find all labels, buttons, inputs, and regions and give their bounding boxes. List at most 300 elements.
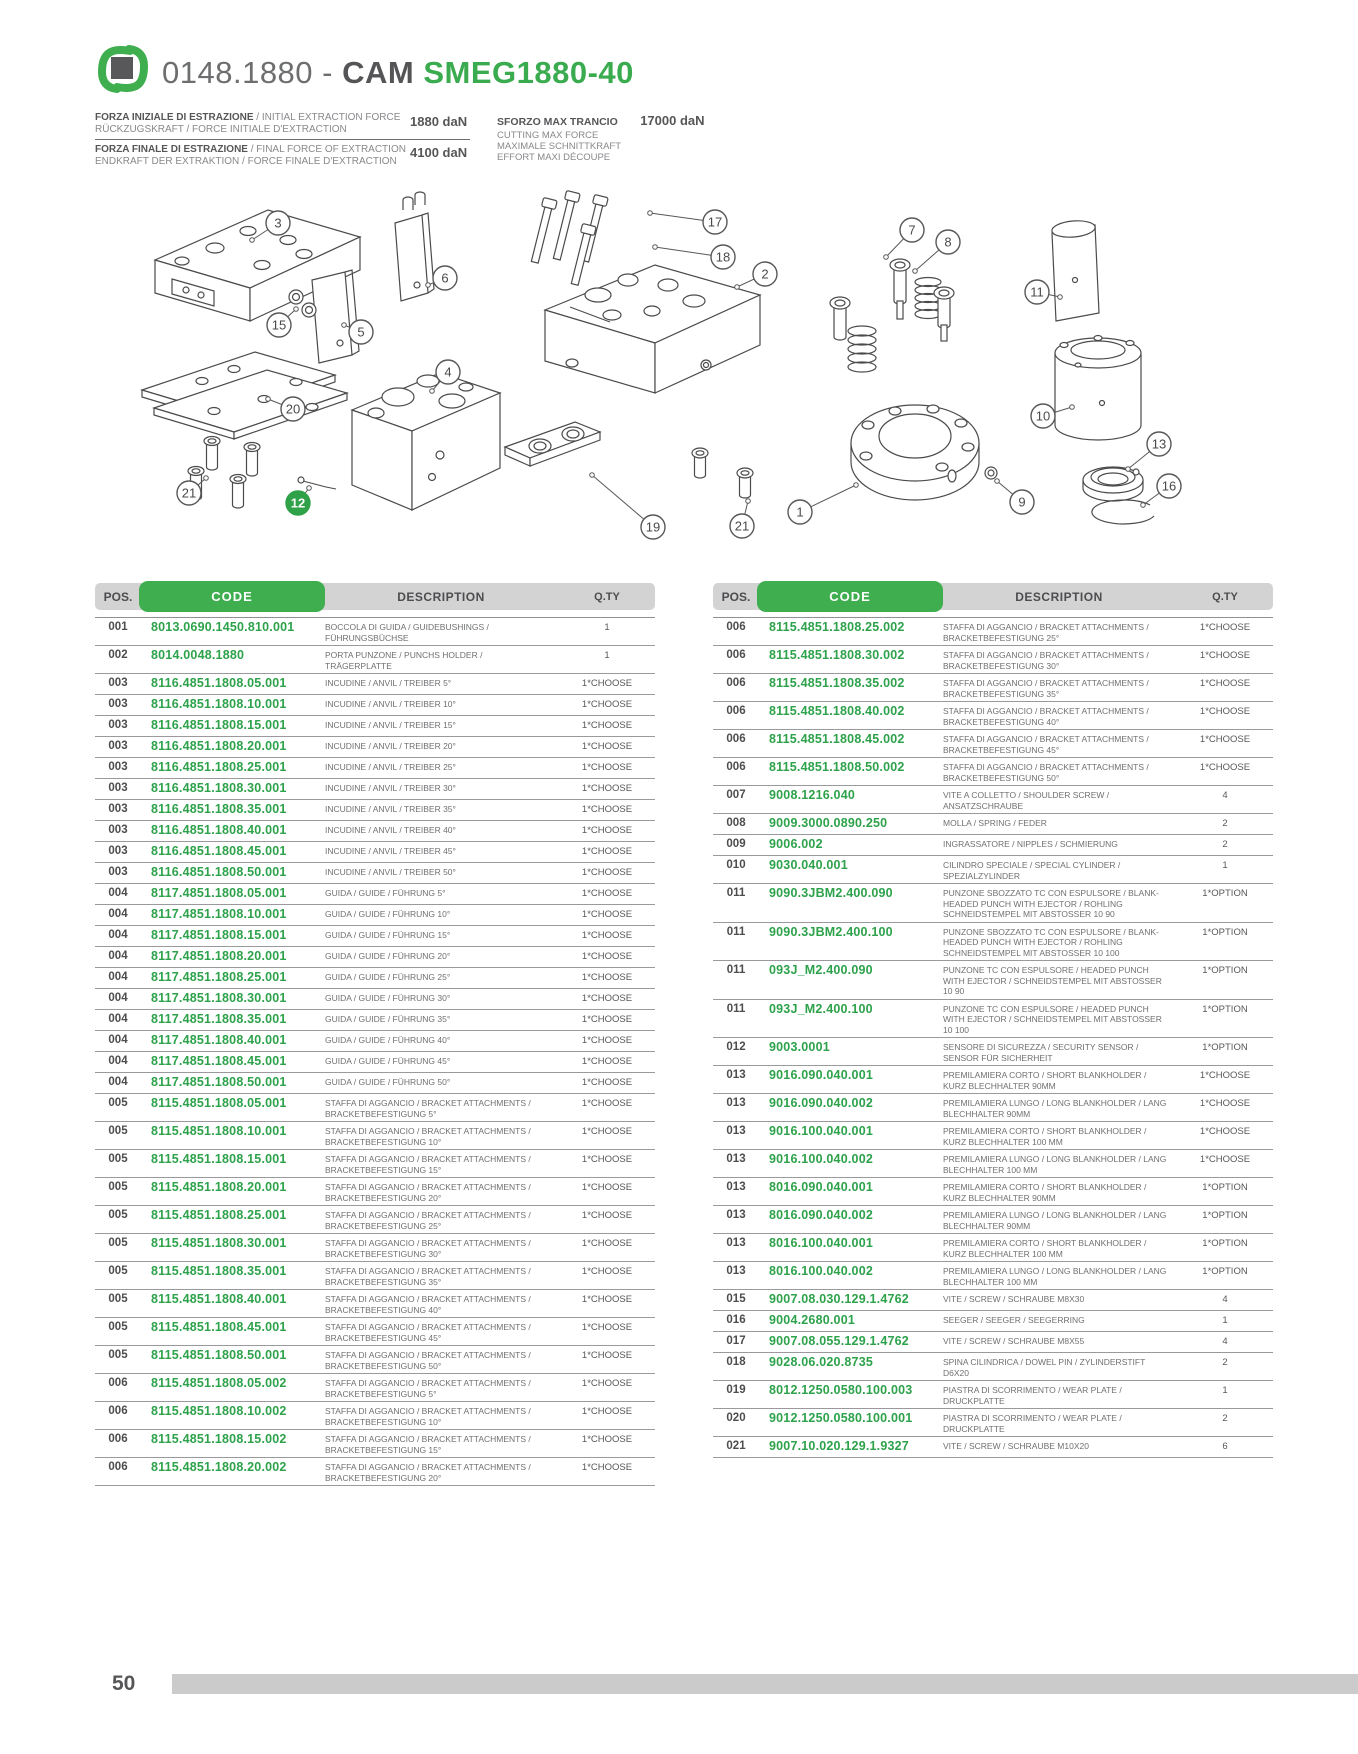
qty-cell: 1*CHOOSE [581, 762, 633, 773]
cutting-force-value: 17000 daN [640, 113, 705, 128]
table-row [95, 1402, 655, 1430]
desc-cell: INGRASSATORE / NIPPLES / SCHMIERUNG [943, 839, 1118, 849]
table-header [713, 583, 1273, 610]
pos-cell: 013 [726, 1125, 746, 1137]
pos-cell: 003 [108, 677, 128, 689]
qty-cell: 1*CHOOSE [1199, 1154, 1251, 1165]
qty-cell: 1*CHOOSE [581, 1014, 633, 1025]
code-cell: 8117.4851.1808.35.001 [151, 1012, 287, 1026]
pos-cell: 004 [108, 887, 128, 899]
pos-cell: 006 [108, 1405, 128, 1417]
table-row [713, 1311, 1273, 1332]
qty-cell: 2 [1222, 818, 1228, 829]
desc-cell: GUIDA / GUIDE / FÜHRUNG 10° [325, 909, 451, 919]
svg-text:13: 13 [1151, 436, 1167, 452]
callout-2 [735, 262, 777, 289]
qty-cell: 1*CHOOSE [1199, 762, 1251, 773]
desc-cell: PREMILAMIERA LUNGO / LONG BLANKHOLDER / LANG BLECHHALTER 100 MM [943, 1154, 1167, 1175]
code-cell: 8115.4851.1808.10.001 [151, 1124, 287, 1138]
desc-cell: INCUDINE / ANVIL / TREIBER 35° [325, 804, 456, 814]
code-cell: 8115.4851.1808.45.001 [151, 1320, 287, 1334]
pos-cell: 005 [108, 1209, 128, 1221]
svg-text:9: 9 [1018, 494, 1026, 510]
desc-cell: STAFFA DI AGGANCIO / BRACKET ATTACHMENTS / BRACKETBEFESTIGUNG 10° [325, 1126, 531, 1147]
qty-cell: 1*CHOOSE [581, 1294, 633, 1305]
table-row [95, 968, 655, 989]
table-row [713, 923, 1273, 962]
qty-cell: 1*CHOOSE [581, 1350, 633, 1361]
qty-cell: 1*CHOOSE [581, 951, 633, 962]
pos-cell: 010 [726, 859, 746, 871]
table-body [713, 617, 1273, 1458]
svg-text:5: 5 [357, 324, 365, 340]
pos-cell: 005 [108, 1097, 128, 1109]
desc-cell: GUIDA / GUIDE / FÜHRUNG 15° [325, 930, 451, 940]
table-row [95, 1430, 655, 1458]
table-row [95, 842, 655, 863]
qty-cell: 1*CHOOSE [1199, 1126, 1251, 1137]
product-family: CAM [342, 55, 424, 90]
code-cell: 9007.08.055.129.1.4762 [769, 1334, 909, 1348]
qty-cell: 1*CHOOSE [1199, 678, 1251, 689]
product-code: 0148.1880 [162, 55, 314, 90]
table-row [713, 674, 1273, 702]
table-row [95, 1290, 655, 1318]
pos-cell: 013 [726, 1265, 746, 1277]
table-row [713, 1178, 1273, 1206]
table-row [713, 1262, 1273, 1290]
code-cell: 8115.4851.1808.15.001 [151, 1152, 287, 1166]
table-row [95, 1374, 655, 1402]
table-row [95, 779, 655, 800]
qty-cell: 1*CHOOSE [581, 1126, 633, 1137]
desc-cell: PREMILAMIERA CORTO / SHORT BLANKHOLDER / KURZ BLECHHALTER 90MM [943, 1182, 1147, 1203]
code-cell: 8115.4851.1808.15.002 [151, 1432, 287, 1446]
pos-cell: 003 [108, 824, 128, 836]
code-cell: 9012.1250.0580.100.001 [769, 1411, 913, 1425]
table-row [95, 646, 655, 674]
table-row [713, 1437, 1273, 1458]
column-header-pos: POS. [103, 589, 133, 604]
qty-cell: 1*CHOOSE [581, 1035, 633, 1046]
table-header [95, 583, 655, 610]
code-cell: 8115.4851.1808.25.002 [769, 620, 905, 634]
pos-cell: 011 [726, 887, 746, 899]
table-row [95, 926, 655, 947]
desc-cell: GUIDA / GUIDE / FÜHRUNG 40° [325, 1035, 451, 1045]
pos-cell: 018 [726, 1356, 746, 1368]
code-cell: 093J_M2.400.100 [769, 1001, 873, 1016]
pos-cell: 017 [726, 1335, 746, 1347]
pos-cell: 005 [108, 1349, 128, 1361]
qty-cell: 1*CHOOSE [581, 825, 633, 836]
table-row [95, 905, 655, 926]
desc-cell: STAFFA DI AGGANCIO / BRACKET ATTACHMENTS / BRACKETBEFESTIGUNG 25° [325, 1210, 531, 1231]
table-row [713, 1381, 1273, 1409]
table-row [713, 1150, 1273, 1178]
pos-cell: 002 [108, 649, 128, 661]
spec-divider [95, 139, 470, 140]
table-row [95, 1318, 655, 1346]
desc-cell: STAFFA DI AGGANCIO / BRACKET ATTACHMENTS / BRACKETBEFESTIGUNG 30° [325, 1238, 531, 1259]
qty-cell: 1*OPTION [1202, 1042, 1248, 1053]
qty-cell: 1*CHOOSE [581, 888, 633, 899]
desc-cell: STAFFA DI AGGANCIO / BRACKET ATTACHMENTS / BRACKETBEFESTIGUNG 5° [325, 1098, 531, 1119]
desc-cell: GUIDA / GUIDE / FÜHRUNG 30° [325, 993, 451, 1003]
initial-force-value: 1880 daN [410, 114, 468, 129]
svg-text:10: 10 [1035, 408, 1051, 424]
pos-cell: 003 [108, 866, 128, 878]
code-cell: 8115.4851.1808.45.002 [769, 732, 905, 746]
qty-cell: 2 [1222, 839, 1228, 850]
code-cell: 8016.090.040.001 [769, 1180, 873, 1194]
pos-cell: 005 [108, 1293, 128, 1305]
svg-text:12: 12 [290, 495, 306, 511]
pos-cell: 003 [108, 803, 128, 815]
table-row [713, 1332, 1273, 1353]
desc-cell: INCUDINE / ANVIL / TREIBER 25° [325, 762, 456, 772]
spec-label-alt: ENDKRAFT DER EXTRAKTION / FORCE FINALE D'EXTRACTION [95, 156, 397, 167]
code-cell: 8115.4851.1808.20.002 [151, 1460, 287, 1474]
parts-table-left [95, 583, 655, 1486]
spec-label: SFORZO MAX TRANCIO [497, 116, 618, 128]
code-cell: 8116.4851.1808.35.001 [151, 802, 287, 816]
table-row [95, 1010, 655, 1031]
qty-cell: 1*CHOOSE [581, 1154, 633, 1165]
qty-cell: 1 [1222, 860, 1228, 871]
callout-13 [1126, 432, 1171, 471]
table-row [95, 884, 655, 905]
product-model: SMEG1880-40 [423, 55, 634, 90]
qty-cell: 1*OPTION [1202, 1238, 1248, 1249]
table-row [95, 1206, 655, 1234]
desc-cell: STAFFA DI AGGANCIO / BRACKET ATTACHMENTS / BRACKETBEFESTIGUNG 20° [325, 1182, 531, 1203]
code-cell: 8117.4851.1808.20.001 [151, 949, 287, 963]
qty-cell: 1*CHOOSE [581, 1266, 633, 1277]
desc-cell: PORTA PUNZONE / PUNCHS HOLDER / TRÄGERPLATTE [325, 650, 483, 671]
parts-table-right [713, 583, 1273, 1458]
pos-cell: 013 [726, 1097, 746, 1109]
code-cell: 8115.4851.1808.10.002 [151, 1404, 287, 1418]
code-cell: 8117.4851.1808.45.001 [151, 1054, 287, 1068]
code-cell: 8012.1250.0580.100.003 [769, 1383, 913, 1397]
pos-cell: 004 [108, 908, 128, 920]
spec-label: FORZA INIZIALE DI ESTRAZIONE [95, 112, 254, 123]
desc-cell: GUIDA / GUIDE / FÜHRUNG 35° [325, 1014, 451, 1024]
svg-text:1: 1 [796, 504, 804, 520]
desc-cell: VITE / SCREW / SCHRAUBE M10X20 [943, 1441, 1089, 1451]
desc-cell: PREMILAMIERA LUNGO / LONG BLANKHOLDER / LANG BLECHHALTER 100 MM [943, 1266, 1167, 1287]
qty-cell: 1*CHOOSE [581, 1322, 633, 1333]
pos-cell: 011 [726, 925, 746, 938]
desc-cell: STAFFA DI AGGANCIO / BRACKET ATTACHMENTS / BRACKETBEFESTIGUNG 15° [325, 1154, 531, 1175]
code-cell: 8115.4851.1808.20.001 [151, 1180, 287, 1194]
desc-cell: INCUDINE / ANVIL / TREIBER 50° [325, 867, 456, 877]
pos-cell: 006 [726, 733, 746, 745]
svg-text:18: 18 [715, 249, 731, 265]
pos-cell: 015 [726, 1293, 746, 1305]
svg-text:21: 21 [734, 518, 750, 534]
qty-cell: 1*CHOOSE [581, 720, 633, 731]
qty-cell: 6 [1222, 1441, 1228, 1452]
desc-cell: STAFFA DI AGGANCIO / BRACKET ATTACHMENTS / BRACKETBEFESTIGUNG 15° [325, 1434, 531, 1455]
qty-cell: 1 [604, 622, 610, 633]
code-cell: 8116.4851.1808.05.001 [151, 676, 287, 690]
final-extraction-force: FORZA FINALE DI ESTRAZIONE / FINAL FORCE OF EXTRACTION ENDKRAFT DER EXTRAKTION / FORCE FINALE D'EXTRACTION [95, 144, 470, 167]
table-row [713, 786, 1273, 814]
desc-cell: MOLLA / SPRING / FEDER [943, 818, 1047, 828]
callout-7 [884, 218, 924, 259]
callout-19 [590, 473, 665, 539]
desc-cell: STAFFA DI AGGANCIO / BRACKET ATTACHMENTS / BRACKETBEFESTIGUNG 45° [325, 1322, 531, 1343]
pos-cell: 021 [726, 1440, 746, 1452]
pos-cell: 016 [726, 1314, 746, 1326]
pos-cell: 005 [108, 1181, 128, 1193]
desc-cell: STAFFA DI AGGANCIO / BRACKET ATTACHMENTS / BRACKETBEFESTIGUNG 50° [325, 1350, 531, 1371]
pos-cell: 006 [726, 621, 746, 633]
code-cell: 8115.4851.1808.35.002 [769, 676, 905, 690]
cutting-max-force: SFORZO MAX TRANCIO 17000 daN CUTTING MAX FORCE MAXIMALE SCHNITTKRAFT EFFORT MAXI DÉCOUPE [497, 113, 705, 163]
table-row [713, 702, 1273, 730]
table-row [713, 961, 1273, 1000]
pos-cell: 006 [108, 1377, 128, 1389]
qty-cell: 2 [1222, 1357, 1228, 1368]
brand-logo-icon [94, 44, 150, 94]
qty-cell: 1*CHOOSE [581, 909, 633, 920]
desc-cell: INCUDINE / ANVIL / TREIBER 40° [325, 825, 456, 835]
table-row [95, 758, 655, 779]
pos-cell: 011 [726, 964, 746, 976]
pos-cell: 006 [726, 705, 746, 717]
pos-cell: 013 [726, 1153, 746, 1165]
table-row [95, 1052, 655, 1073]
svg-text:6: 6 [441, 270, 449, 286]
desc-cell: STAFFA DI AGGANCIO / BRACKET ATTACHMENTS / BRACKETBEFESTIGUNG 5° [325, 1378, 531, 1399]
callout-9 [995, 479, 1034, 514]
pos-cell: 004 [108, 1034, 128, 1046]
desc-cell: SPINA CILINDRICA / DOWEL PIN / ZYLINDERSTIFT D6X20 [943, 1357, 1146, 1378]
table-row [95, 716, 655, 737]
qty-cell: 1*OPTION [1202, 1266, 1248, 1277]
final-force-value: 4100 daN [410, 145, 468, 160]
desc-cell: PREMILAMIERA LUNGO / LONG BLANKHOLDER / LANG BLECHHALTER 90MM [943, 1210, 1167, 1231]
qty-cell: 1*CHOOSE [581, 930, 633, 941]
code-cell: 8117.4851.1808.40.001 [151, 1033, 287, 1047]
code-cell: 8117.4851.1808.30.001 [151, 991, 287, 1005]
pos-cell: 005 [108, 1153, 128, 1165]
pos-cell: 005 [108, 1265, 128, 1277]
code-cell: 8016.090.040.002 [769, 1208, 873, 1222]
code-cell: 8117.4851.1808.25.001 [151, 970, 287, 984]
qty-cell: 1*OPTION [1202, 1210, 1248, 1221]
callout-12 [286, 486, 311, 515]
table-row [713, 1038, 1273, 1066]
desc-cell: STAFFA DI AGGANCIO / BRACKET ATTACHMENTS / BRACKETBEFESTIGUNG 45° [943, 734, 1149, 755]
diagram-parts [142, 190, 1154, 523]
page-number: 50 [112, 1672, 136, 1695]
code-cell: 9007.10.020.129.1.9327 [769, 1439, 909, 1453]
pos-cell: 003 [108, 845, 128, 857]
pos-cell: 006 [726, 649, 746, 661]
code-cell: 9003.0001 [769, 1040, 830, 1054]
footer-bar [172, 1674, 1358, 1694]
table-row [713, 1353, 1273, 1381]
table-row [95, 1094, 655, 1122]
table-row [95, 1262, 655, 1290]
qty-cell: 1 [1222, 1315, 1228, 1326]
code-cell: 8116.4851.1808.30.001 [151, 781, 287, 795]
qty-cell: 1*CHOOSE [581, 804, 633, 815]
column-header-code: CODE [759, 583, 941, 610]
desc-cell: GUIDA / GUIDE / FÜHRUNG 45° [325, 1056, 451, 1066]
code-cell: 8117.4851.1808.05.001 [151, 886, 287, 900]
column-header-qty: Q.TY [1212, 590, 1238, 603]
qty-cell: 1*CHOOSE [581, 867, 633, 878]
code-cell: 8013.0690.1450.810.001 [151, 620, 295, 634]
code-cell: 8117.4851.1808.15.001 [151, 928, 287, 942]
svg-text:3: 3 [274, 215, 282, 231]
code-cell: 8016.100.040.001 [769, 1236, 873, 1250]
pos-cell: 006 [108, 1461, 128, 1473]
desc-cell: PREMILAMIERA CORTO / SHORT BLANKHOLDER / KURZ BLECHHALTER 100 MM [943, 1126, 1147, 1147]
desc-cell: PREMILAMIERA LUNGO / LONG BLANKHOLDER / LANG BLECHHALTER 90MM [943, 1098, 1167, 1119]
spec-label: FORZA FINALE DI ESTRAZIONE [95, 144, 248, 155]
qty-cell: 4 [1222, 1294, 1228, 1305]
qty-cell: 1*CHOOSE [581, 1098, 633, 1109]
desc-cell: GUIDA / GUIDE / FÜHRUNG 25° [325, 972, 451, 982]
code-cell: 8115.4851.1808.30.001 [151, 1236, 287, 1250]
desc-cell: PIASTRA DI SCORRIMENTO / WEAR PLATE / DRUCKPLATTE [943, 1413, 1122, 1434]
pos-cell: 007 [726, 789, 746, 801]
code-cell: 9090.3JBM2.400.090 [769, 886, 893, 900]
pos-cell: 008 [726, 817, 746, 829]
code-cell: 9006.002 [769, 837, 823, 851]
qty-cell: 1*CHOOSE [581, 741, 633, 752]
table-row [713, 1000, 1273, 1039]
table-row [713, 1066, 1273, 1094]
pos-cell: 006 [726, 761, 746, 773]
pos-cell: 011 [726, 1002, 746, 1015]
pos-cell: 003 [108, 782, 128, 794]
callout-18 [653, 245, 735, 269]
qty-cell: 1*CHOOSE [581, 783, 633, 794]
desc-cell: INCUDINE / ANVIL / TREIBER 45° [325, 846, 456, 856]
qty-cell: 1*CHOOSE [581, 1378, 633, 1389]
qty-cell: 1*CHOOSE [1199, 1098, 1251, 1109]
code-cell: 9016.100.040.002 [769, 1152, 873, 1166]
pos-cell: 001 [108, 621, 128, 633]
table-row [95, 1346, 655, 1374]
desc-cell: STAFFA DI AGGANCIO / BRACKET ATTACHMENTS / BRACKETBEFESTIGUNG 25° [943, 622, 1149, 643]
code-cell: 9028.06.020.8735 [769, 1355, 873, 1369]
qty-cell: 1*CHOOSE [581, 678, 633, 689]
pos-cell: 004 [108, 992, 128, 1004]
pos-cell: 004 [108, 1076, 128, 1088]
pos-cell: 003 [108, 740, 128, 752]
code-cell: 8116.4851.1808.20.001 [151, 739, 287, 753]
table-row [713, 1094, 1273, 1122]
code-cell: 8115.4851.1808.40.001 [151, 1292, 287, 1306]
svg-text:2: 2 [761, 266, 769, 282]
initial-extraction-force: FORZA INIZIALE DI ESTRAZIONE / INITIAL EXTRACTION FORCE RÜCKZUGSKRAFT / FORCE INITIALE D'EXTRACTION [95, 112, 470, 135]
table-row [95, 1458, 655, 1486]
qty-cell: 1*CHOOSE [581, 1238, 633, 1249]
column-header-pos: POS. [721, 589, 751, 604]
callout-17 [648, 210, 727, 234]
callout-16 [1141, 474, 1181, 507]
svg-text:11: 11 [1030, 284, 1044, 300]
pos-cell: 004 [108, 929, 128, 941]
table-row [713, 835, 1273, 856]
table-row [95, 695, 655, 716]
code-cell: 8116.4851.1808.25.001 [151, 760, 287, 774]
qty-cell: 1 [1222, 1385, 1228, 1396]
code-cell: 9008.1216.040 [769, 788, 856, 802]
qty-cell: 1*OPTION [1202, 926, 1248, 938]
table-row [95, 863, 655, 884]
svg-text:19: 19 [645, 519, 661, 535]
code-cell: 8117.4851.1808.10.001 [151, 907, 287, 921]
svg-text:20: 20 [285, 401, 301, 417]
desc-cell: PUNZONE TC CON ESPULSORE / HEADED PUNCH WITH EJECTOR / SCHNEIDSTEMPEL MIT ABSTOSSER 10 100 [943, 1003, 1162, 1035]
table-row [95, 737, 655, 758]
desc-cell: PUNZONE SBOZZATO TC CON ESPULSORE / BLANK-HEADED PUNCH WITH EJECTOR / ROHLING SCHNEIDSTEMPEL MIT ABSTOSSER 10 100 [943, 926, 1159, 958]
code-cell: 8116.4851.1808.10.001 [151, 697, 287, 711]
desc-cell: PREMILAMIERA CORTO / SHORT BLANKHOLDER / KURZ BLECHHALTER 90MM [943, 1070, 1147, 1091]
qty-cell: 1*OPTION [1202, 1003, 1248, 1015]
table-row [713, 814, 1273, 835]
pos-cell: 003 [108, 698, 128, 710]
qty-cell: 1*CHOOSE [581, 972, 633, 983]
desc-cell: STAFFA DI AGGANCIO / BRACKET ATTACHMENTS / BRACKETBEFESTIGUNG 40° [325, 1294, 531, 1315]
desc-cell: VITE / SCREW / SCHRAUBE M8X30 [943, 1294, 1085, 1304]
pos-cell: 005 [108, 1321, 128, 1333]
pos-cell: 012 [726, 1041, 746, 1053]
code-cell: 9016.090.040.001 [769, 1068, 873, 1082]
code-cell: 8115.4851.1808.50.001 [151, 1348, 287, 1362]
code-cell: 093J_M2.400.090 [769, 963, 873, 977]
pos-cell: 013 [726, 1209, 746, 1221]
table-row [713, 1206, 1273, 1234]
desc-cell: PUNZONE SBOZZATO TC CON ESPULSORE / BLANK-HEADED PUNCH WITH EJECTOR / ROHLING SCHNEIDSTEMPEL MIT ABSTOSSER 10 90 [943, 888, 1159, 919]
table-row [95, 1031, 655, 1052]
callout-21 [730, 499, 754, 538]
code-cell: 8115.4851.1808.35.001 [151, 1264, 287, 1278]
pos-cell: 006 [726, 677, 746, 689]
pos-cell: 004 [108, 1013, 128, 1025]
table-row [95, 674, 655, 695]
table-row [95, 821, 655, 842]
qty-cell: 1 [604, 650, 610, 661]
column-header-description: DESCRIPTION [397, 589, 485, 604]
table-row [95, 1234, 655, 1262]
desc-cell: INCUDINE / ANVIL / TREIBER 15° [325, 720, 456, 730]
qty-cell: 1*CHOOSE [581, 1406, 633, 1417]
code-cell: 9004.2680.001 [769, 1313, 856, 1327]
code-cell: 9016.090.040.002 [769, 1096, 873, 1110]
qty-cell: 1*CHOOSE [581, 1210, 633, 1221]
qty-cell: 2 [1222, 1413, 1228, 1424]
qty-cell: 4 [1222, 1336, 1228, 1347]
desc-cell: INCUDINE / ANVIL / TREIBER 10° [325, 699, 456, 709]
desc-cell: PREMILAMIERA CORTO / SHORT BLANKHOLDER / KURZ BLECHHALTER 100 MM [943, 1238, 1147, 1259]
desc-cell: INCUDINE / ANVIL / TREIBER 30° [325, 783, 456, 793]
column-header-description: DESCRIPTION [1015, 589, 1103, 604]
desc-cell: VITE A COLLETTO / SHOULDER SCREW / ANSATZSCHRAUBE [943, 790, 1110, 811]
pos-cell: 004 [108, 1055, 128, 1067]
code-cell: 8115.4851.1808.25.001 [151, 1208, 287, 1222]
code-cell: 8116.4851.1808.45.001 [151, 844, 287, 858]
